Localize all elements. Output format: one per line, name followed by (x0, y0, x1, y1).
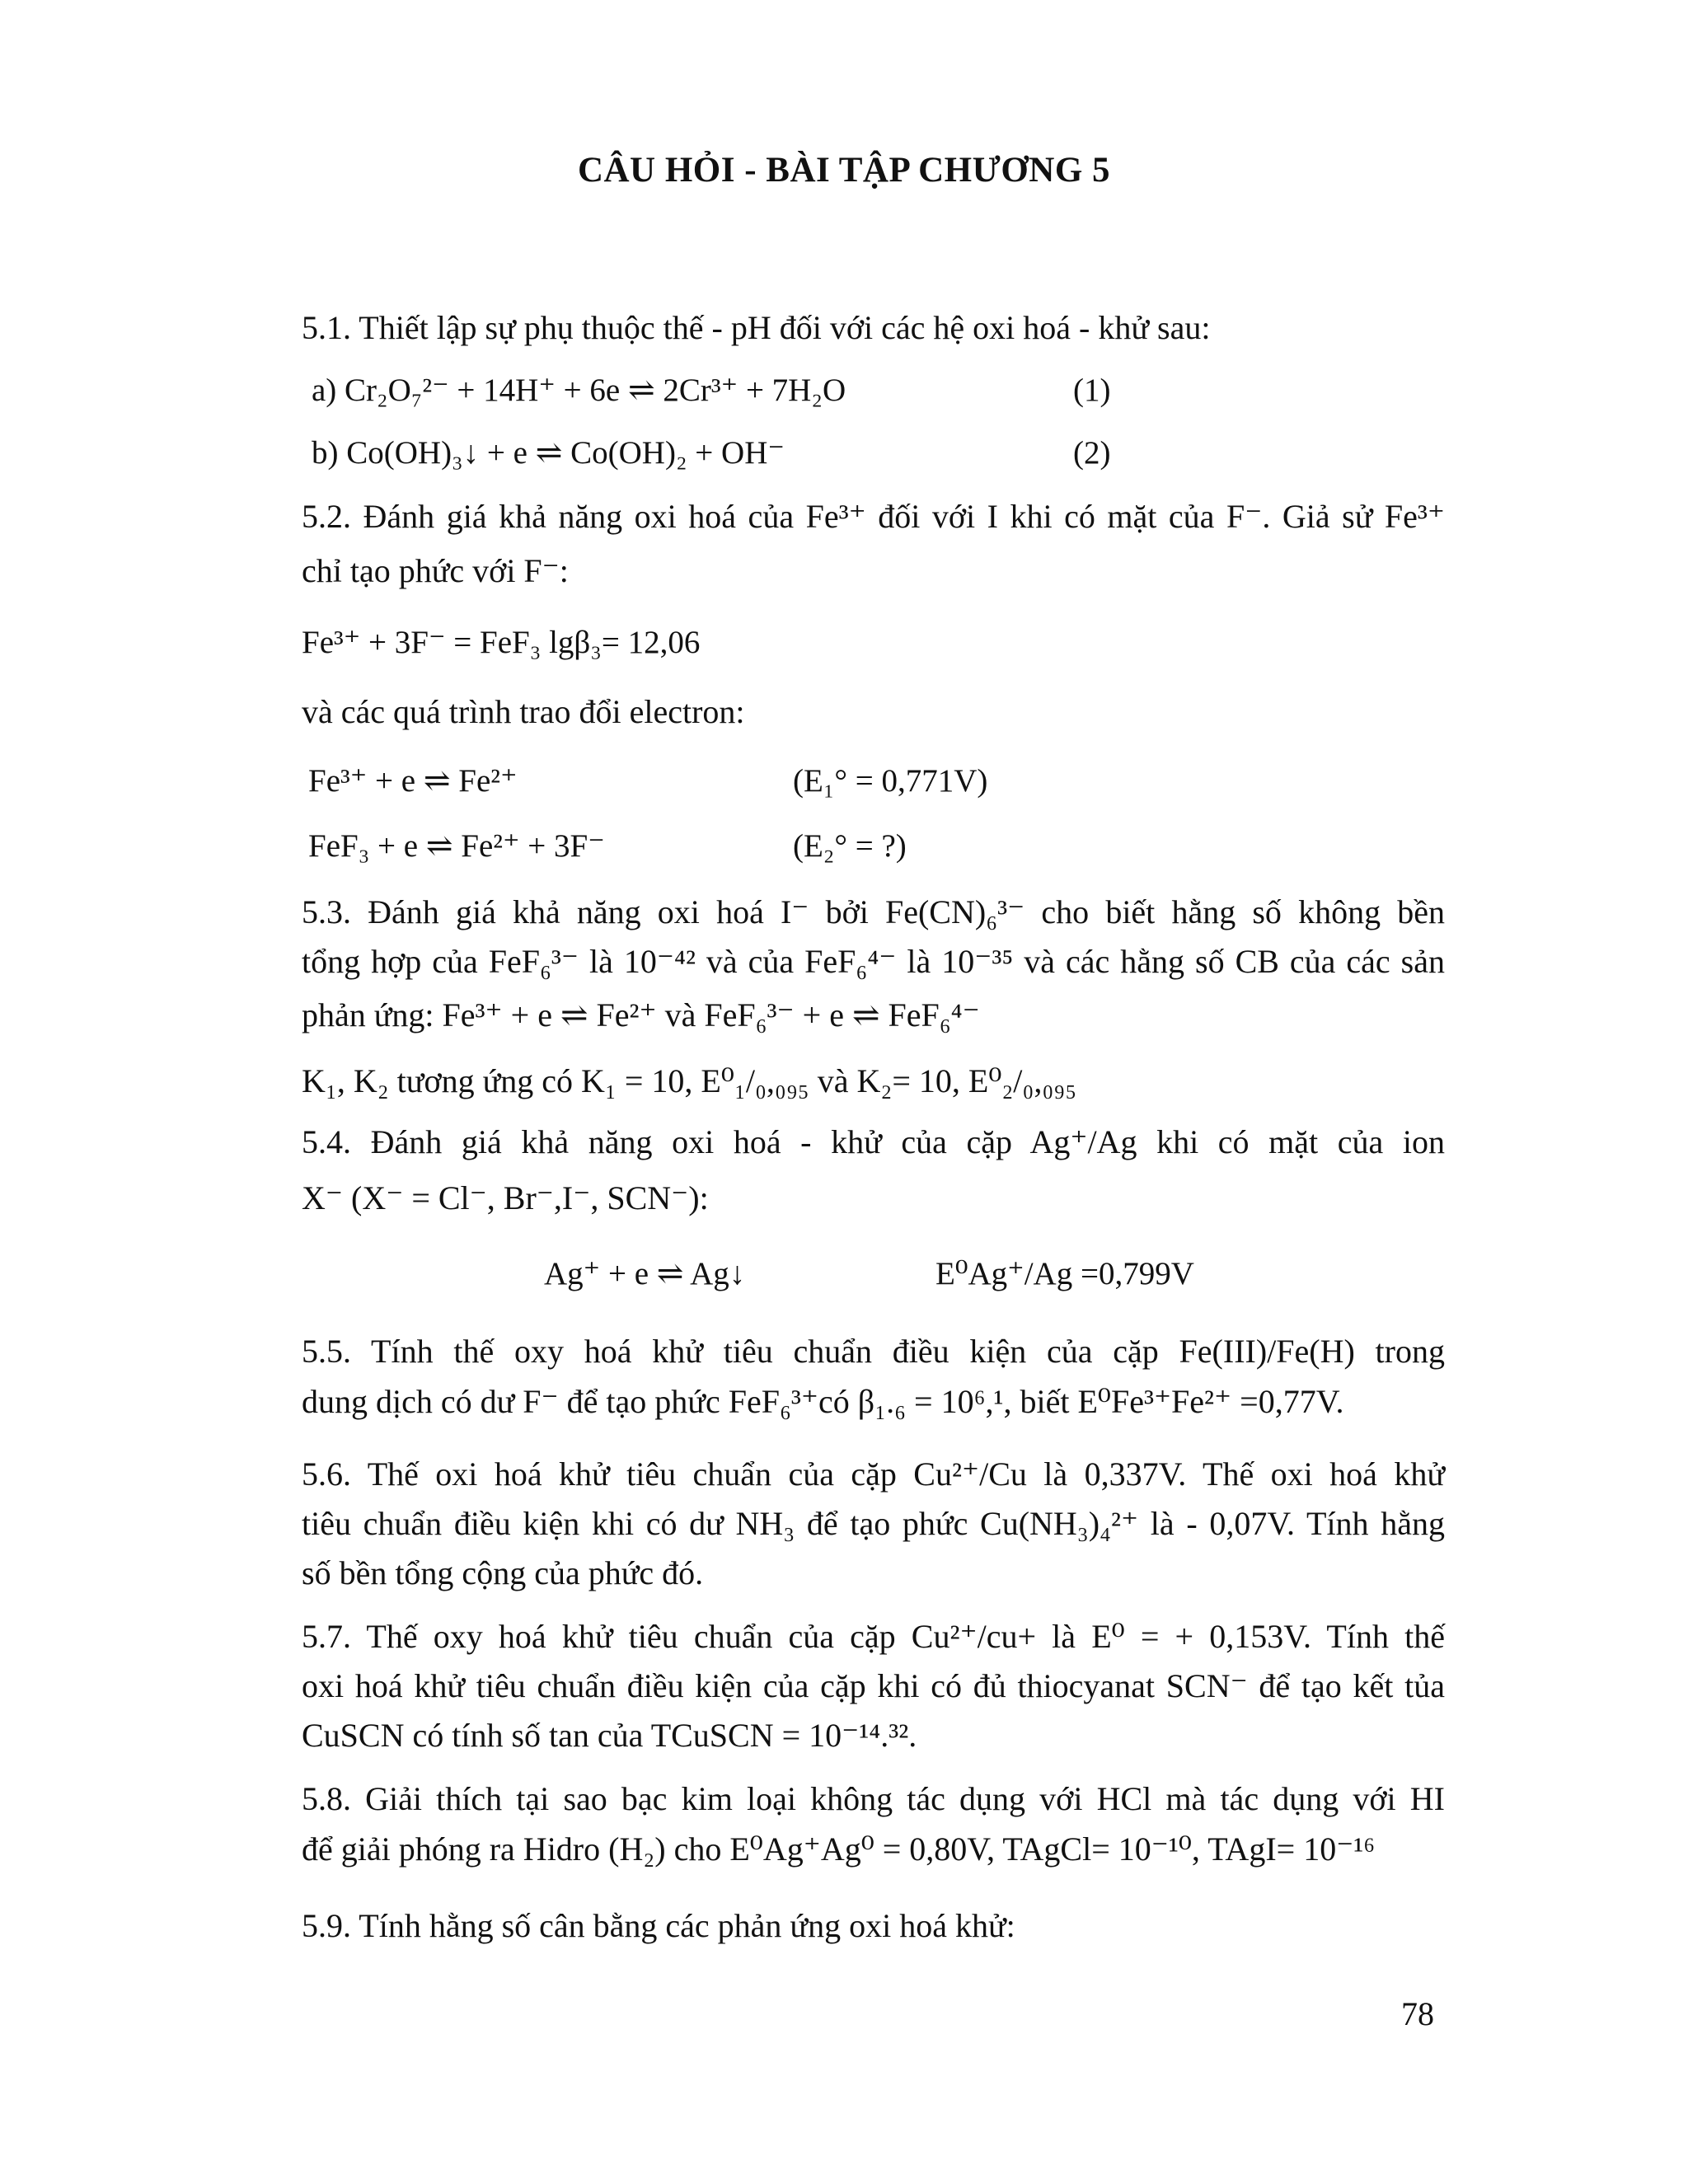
question-5-3-line-1: 5.3. Đánh giá khả năng oxi hoá I⁻ bởi Fe(CN)₆³⁻ cho biết hằng số không bền (302, 893, 1445, 930)
equation-ag: Ag⁺ + e ⇌ Ag↓ (544, 1256, 746, 1291)
question-5-7-line-1: 5.7. Thế oxy hoá khử tiêu chuẩn của cặp Cu²⁺/cu+ là E⁰ = + 0,153V. Tính thế (302, 1618, 1445, 1655)
equation-fef3: Fe³⁺ + 3F⁻ = FeF₃ lgβ₃= 12,06 (302, 625, 701, 660)
question-5-6-line-3: số bền tổng cộng của phức đó. (302, 1554, 704, 1591)
question-5-7-line-3: CuSCN có tính số tan của TCuSCN = 10⁻¹⁴.³². (302, 1717, 917, 1754)
question-5-8-line-1: 5.8. Giải thích tại sao bạc kim loại không tác dụng với HCl mà tác dụng với HI (302, 1780, 1445, 1817)
equation-fe3-fe2: Fe³⁺ + e ⇌ Fe²⁺ (308, 763, 518, 799)
question-5-8-line-2: để giải phóng ra Hidro (H₂) cho E⁰Ag⁺Ag⁰ = 0,80V, TAgCl= 10⁻¹⁰, TAgI= 10⁻¹⁶ (302, 1830, 1376, 1868)
page-number: 78 (1401, 1995, 1434, 2032)
equation-1: a) Cr₂O₇²⁻ + 14H⁺ + 6e ⇌ 2Cr³⁺ + 7H₂O (312, 373, 846, 408)
question-5-7-line-2: oxi hoá khử tiêu chuẩn điều kiện của cặp khi có đủ thiocyanat SCN⁻ để tạo kết tủa (302, 1667, 1445, 1704)
question-5-4-line-2: X⁻ (X⁻ = Cl⁻, Br⁻,I⁻, SCN⁻): (302, 1179, 709, 1216)
equation-e1-value: (E₁° = 0,771V) (793, 763, 988, 799)
question-5-6-line-2: tiêu chuẩn điều kiện khi có dư NH₃ để tạo phức Cu(NH₃)₄²⁺ là - 0,07V. Tính hằng (302, 1505, 1445, 1542)
question-5-2-line-1: 5.2. Đánh giá khả năng oxi hoá của Fe³⁺ đối với I khi có mặt của F⁻. Giả sử Fe³⁺ (302, 498, 1445, 535)
question-5-6-line-1: 5.6. Thế oxi hoá khử tiêu chuẩn của cặp Cu²⁺/Cu là 0,337V. Thế oxi hoá khử (302, 1455, 1445, 1493)
page-title: CÂU HỎI - BÀI TẬP CHƯƠNG 5 (577, 151, 1111, 190)
question-5-1: 5.1. Thiết lập sự phụ thuộc thế - pH đối với các hệ oxi hoá - khử sau: (302, 309, 1211, 346)
question-5-2-line-2: chỉ tạo phức với F⁻: (302, 552, 569, 589)
equation-fef3-fe2: FeF₃ + e ⇌ Fe²⁺ + 3F⁻ (308, 828, 605, 864)
question-5-4-line-1: 5.4. Đánh giá khả năng oxi hoá - khử của cặp Ag⁺/Ag khi có mặt của ion (302, 1123, 1445, 1160)
equation-e2-value: (E₂° = ?) (793, 828, 907, 864)
equation-2-number: (2) (1073, 435, 1111, 471)
question-5-5-line-1: 5.5. Tính thế oxy hoá khử tiêu chuẩn điều kiện của cặp Fe(III)/Fe(H) trong (302, 1333, 1445, 1370)
question-5-9: 5.9. Tính hằng số cân bằng các phản ứng oxi hoá khử: (302, 1907, 1015, 1944)
question-5-5-line-2: dung dịch có dư F⁻ để tạo phức FeF₆³⁺có β₁.₆ = 10⁶,¹, biết E⁰Fe³⁺Fe²⁺ =0,77V. (302, 1383, 1344, 1420)
equation-ag-value: E⁰Ag⁺/Ag =0,799V (935, 1256, 1194, 1291)
question-5-3-line-4: K₁, K₂ tương ứng có K₁ = 10, E⁰₁/₀,₀₉₅ và K₂= 10, E⁰₂/₀,₀₉₅ (302, 1062, 1077, 1099)
question-5-2-line-3: và các quá trình trao đổi electron: (302, 693, 745, 730)
question-5-3-line-2: tổng hợp của FeF₆³⁻ là 10⁻⁴² và của FeF₆⁴⁻ là 10⁻³⁵ và các hằng số CB của các sản (302, 943, 1445, 980)
equation-1-number: (1) (1073, 373, 1111, 408)
question-5-3-line-3: phản ứng: Fe³⁺ + e ⇌ Fe²⁺ và FeF₆³⁻ + e ⇌ FeF₆⁴⁻ (302, 996, 980, 1033)
equation-2: b) Co(OH)₃↓ + e ⇌ Co(OH)₂ + OH⁻ (312, 435, 785, 471)
